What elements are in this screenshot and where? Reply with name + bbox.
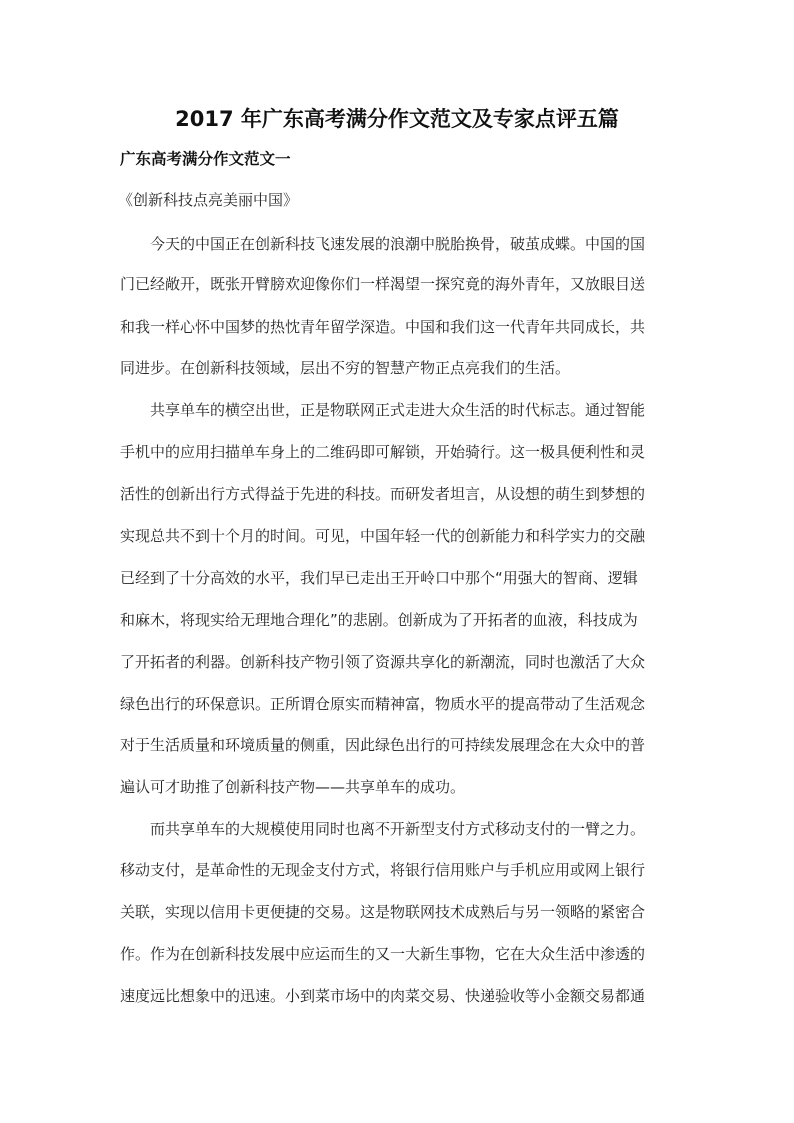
body-text-line: 遍认可才助推了创新科技产物——共享单车的成功。 — [120, 778, 466, 796]
body-text-line: 而共享单车的大规模使用同时也离不开新型支付方式移动支付的一臂之力。 — [120, 820, 646, 838]
body-text-line: 共享单车的横空出世，正是物联网正式走进大众生活的时代标志。通过智能 — [120, 401, 646, 419]
body-text-line: 活性的创新出行方式得益于先进的科技。而研发者坦言，从设想的萌生到梦想的 — [120, 485, 646, 503]
body-text-line: 了开拓者的利器。创新科技产物引领了资源共享化的新潮流，同时也激活了大众 — [120, 653, 646, 671]
body-text-line: 速度远比想象中的迅速。小到菜市场中的肉菜交易、快递验收等小金额交易都通 — [120, 987, 646, 1005]
body-text-line: 已经到了十分高效的水平，我们早已走出王开岭口中那个“用强大的智商、逻辑 — [120, 569, 638, 587]
body-text-line: 和麻木，将现实给无理地合理化”的悲剧。创新成为了开拓者的血液，科技成为 — [120, 611, 638, 629]
body-text-line: 关联，实现以信用卡更便捷的交易。这是物联网技术成熟后与另一领略的紧密合 — [120, 903, 646, 921]
body-text-line: 作。作为在创新科技发展中应运而生的又一大新生事物，它在大众生活中渗透的 — [120, 945, 646, 963]
essay-title: 《创新科技点亮美丽中国》 — [118, 191, 299, 209]
page-title: 2017 年广东高考满分作文范文及专家点评五篇 — [175, 107, 619, 131]
body-text-line: 今天的中国正在创新科技飞速发展的浪潮中脱胎换骨，破茧成蝶。中国的国 — [120, 235, 646, 253]
body-text-line: 对于生活质量和环境质量的侧重，因此绿色出行的可持续发展理念在大众中的普 — [120, 736, 646, 754]
body-text-line: 和我一样心怀中国梦的热忱青年留学深造。中国和我们这一代青年共同成长，共 — [120, 318, 646, 336]
body-text-line: 移动支付，是革命性的无现金支付方式，将银行信用账户与手机应用或网上银行 — [120, 861, 646, 879]
body-text-line: 绿色出行的环保意识。正所谓仓原实而精神富，物质水平的提高带动了生活观念 — [120, 695, 646, 713]
body-text-line: 实现总共不到十个月的时间。可见，中国年轻一代的创新能力和科学实力的交融 — [120, 527, 646, 545]
body-text-line: 门已经敞开，既张开臂膀欢迎像你们一样渴望一探究竟的海外青年，又放眼目送 — [120, 275, 646, 293]
section-heading: 广东高考满分作文范文一 — [120, 150, 291, 168]
body-text-line: 手机中的应用扫描单车身上的二维码即可解锁，开始骑行。这一极具便利性和灵 — [120, 443, 646, 461]
body-text-line: 同进步。在创新科技领域，层出不穷的智慧产物正点亮我们的生活。 — [120, 359, 571, 377]
